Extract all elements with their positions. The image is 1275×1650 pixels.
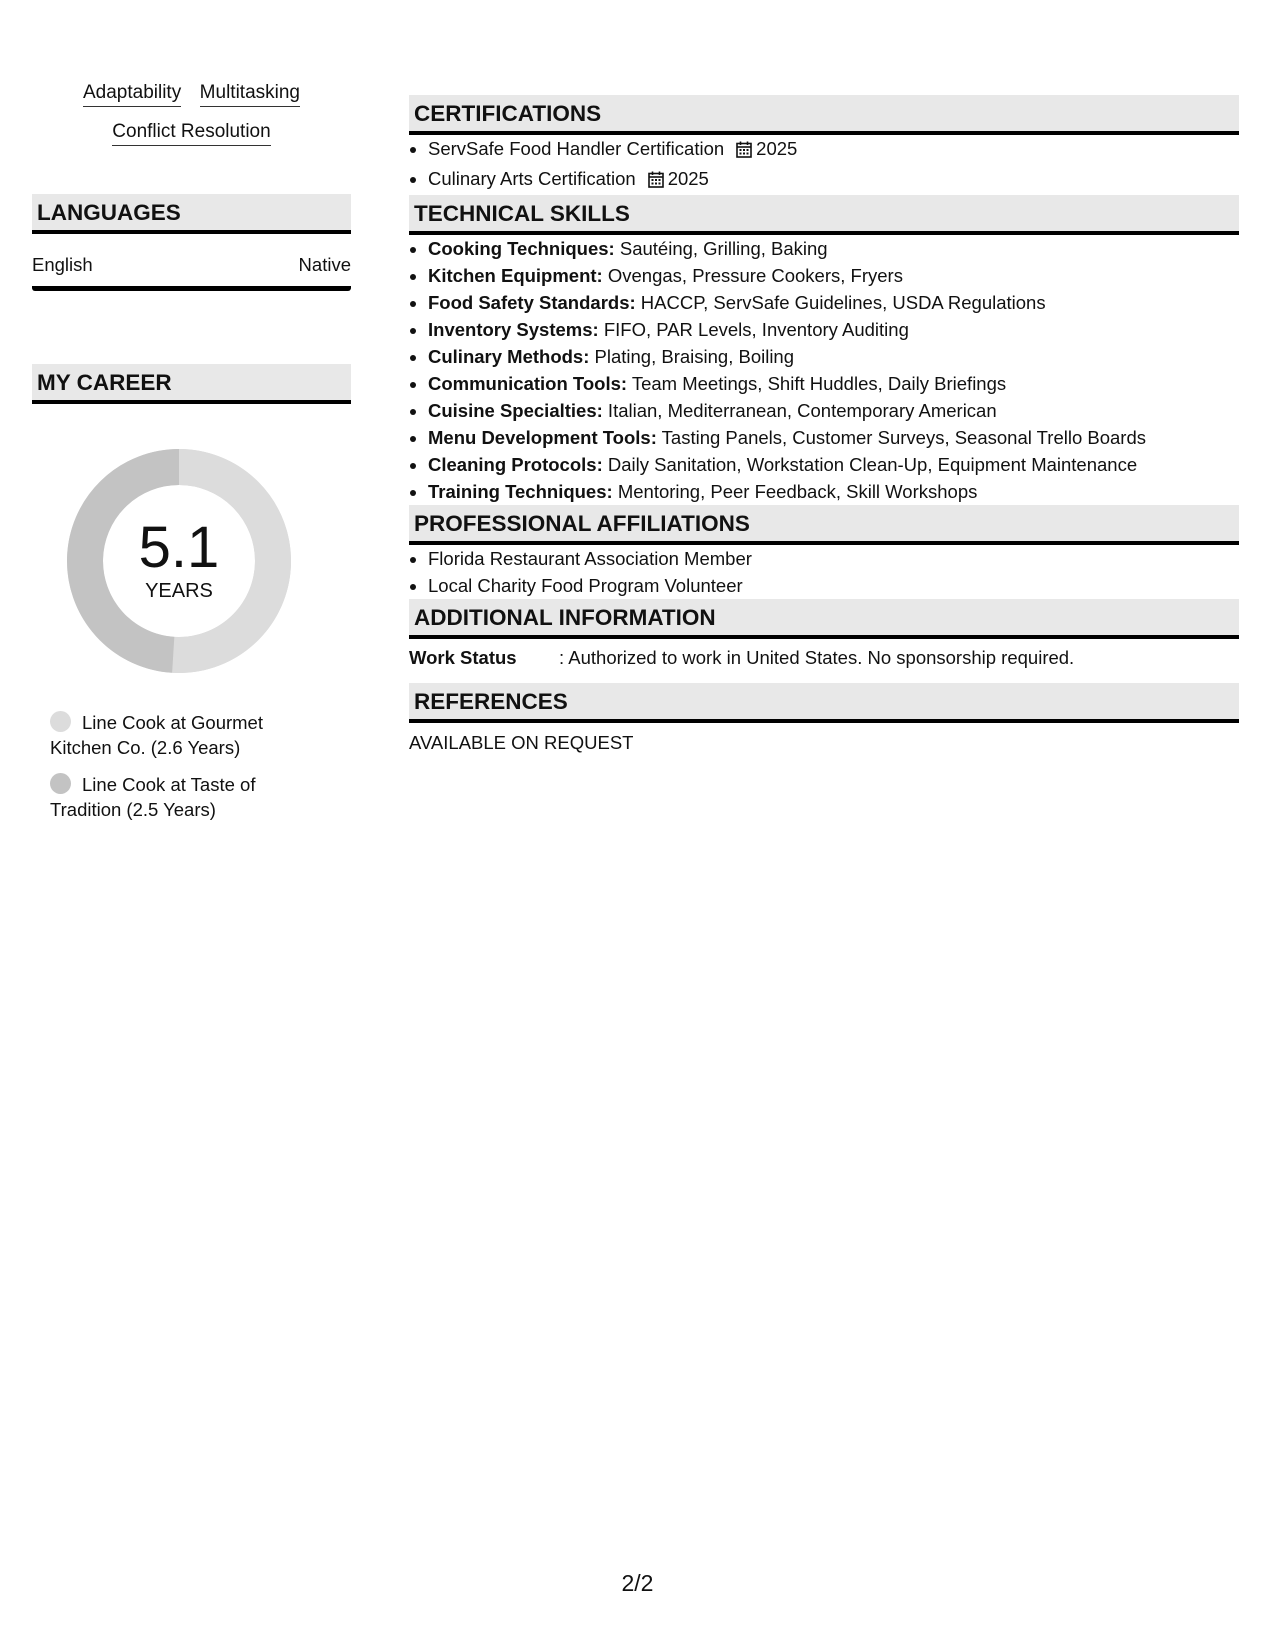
legend-label: Line Cook at Gourmet Kitchen Co. (2.6 Years) [50,712,263,758]
list-item [428,370,1239,397]
left-column [32,82,351,834]
skill-text: Ovengas, Pressure Cookers, Fryers [602,265,903,286]
list-item [428,343,1239,370]
skill-label: Culinary Methods: [428,346,590,367]
skill-label: Cooking Techniques: [428,238,615,259]
tag-row [32,121,351,146]
calendar-icon [736,138,752,165]
career-total-unit: YEARS [145,580,213,602]
skill-label: Food Safety Standards: [428,292,636,313]
skill-tag: Adaptability [83,82,181,107]
career-legend [50,710,290,822]
list-item [428,451,1239,478]
skill-label: Training Techniques: [428,481,613,502]
right-column [409,95,1239,754]
skill-text: Mentoring, Peer Feedback, Skill Workshops [612,481,978,502]
page-number: 2/2 [621,1570,654,1596]
language-row [32,234,351,291]
skill-text: Team Meetings, Shift Huddles, Daily Briefings [627,373,1007,394]
certification-year: 2025 [667,168,709,189]
skill-text: FIFO, PAR Levels, Inventory Auditing [598,319,909,340]
skill-text: Sautéing, Grilling, Baking [614,238,828,259]
references-text: AVAILABLE ON REQUEST [409,732,634,753]
legend-dot [50,773,71,794]
certifications-heading: CERTIFICATIONS [409,95,1239,135]
skill-label: Cleaning Protocols: [428,454,603,475]
list-item [428,235,1239,262]
certification-year: 2025 [756,138,798,159]
work-status-row [409,639,1239,683]
list-item [428,165,1239,195]
certification-name: Culinary Arts Certification [428,168,636,189]
legend-label: Line Cook at Taste of Tradition (2.5 Years) [50,774,256,820]
list-item [428,424,1239,451]
technical-skills-list [409,235,1239,505]
career-heading: MY CAREER [32,364,351,404]
career-total-years: 5.1 [138,515,220,580]
work-status-label: Work Status [409,647,517,668]
skill-text: HACCP, ServSafe Guidelines, USDA Regulations [635,292,1046,313]
list-item [428,397,1239,424]
certification-name: ServSafe Food Handler Certification [428,138,725,159]
tag-row [32,82,351,107]
skill-text: Daily Sanitation, Workstation Clean-Up, Equipment Maintenance [602,454,1138,475]
legend-item [50,772,290,822]
affiliations-list [409,545,1239,599]
additional-info-heading: ADDITIONAL INFORMATION [409,599,1239,639]
career-donut-chart [66,448,292,674]
skill-text: Tasting Panels, Customer Surveys, Seasonal Trello Boards [656,427,1146,448]
skill-label: Communication Tools: [428,373,628,394]
skill-tag: Multitasking [200,82,300,107]
skill-label: Menu Development Tools: [428,427,657,448]
certifications-list [409,135,1239,195]
soft-skills-tags [32,82,351,146]
work-status-value: : Authorized to work in United States. No sponsorship required. [559,647,1075,668]
language-level: Native [298,254,351,275]
donut-center-label [66,515,292,603]
list-item [428,316,1239,343]
skill-label: Inventory Systems: [428,319,599,340]
list-item [428,135,1239,165]
list-item [428,262,1239,289]
calendar-icon [648,168,664,195]
skill-text: Italian, Mediterranean, Contemporary American [602,400,997,421]
language-name: English [32,254,93,275]
skill-label: Kitchen Equipment: [428,265,603,286]
technical-skills-heading: TECHNICAL SKILLS [409,195,1239,235]
legend-dot [50,711,71,732]
skill-text: Plating, Braising, Boiling [589,346,795,367]
list-item: • Florida Restaurant Association Member [428,545,1239,572]
skill-label: Cuisine Specialties: [428,400,603,421]
list-item: • Local Charity Food Program Volunteer [428,572,1239,599]
skill-tag: Conflict Resolution [112,121,270,146]
legend-item [50,710,290,760]
list-item [428,289,1239,316]
references-heading: REFERENCES [409,683,1239,723]
list-item [428,478,1239,505]
affiliations-heading: PROFESSIONAL AFFILIATIONS [409,505,1239,545]
languages-heading: LANGUAGES [32,194,351,234]
